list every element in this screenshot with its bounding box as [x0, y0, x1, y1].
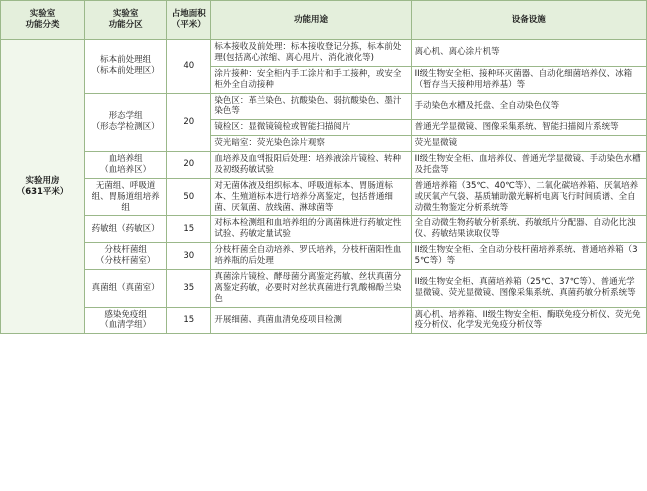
- category-line1: 实验用房: [25, 175, 60, 186]
- area-cell: 40: [167, 40, 211, 94]
- use-cell: 标本接收及前处理：标本接收登记分拣，标本前处理(包括离心浓缩、离心甩片、消化液化等): [211, 40, 411, 67]
- header-zone-line2: 功能分区: [108, 20, 143, 30]
- zone-cell: [85, 243, 167, 270]
- table-row: [1, 152, 647, 179]
- equipment-cell: 全自动微生物药敏分析系统、药敏纸片分配器、自动化比浊仪、药敏结果读取仪等: [411, 216, 646, 243]
- header-use-line1: 功能用途: [293, 14, 328, 25]
- equipment-cell: 普通培养箱（35℃、40℃等）、二氧化碳培养箱、厌氧培养或厌氧产气袋、基质辅助激光解析电离飞行时间质谱、全自动微生物鉴定分析系统等: [411, 178, 646, 216]
- table-header-row: [1, 1, 647, 40]
- zone-line2: （血清学组）: [100, 320, 152, 331]
- zone-line1: 感染免疫组: [104, 309, 147, 320]
- header-area-line1: 占地面积: [171, 9, 206, 20]
- table-row: [1, 216, 647, 243]
- zone-cell: [85, 216, 167, 243]
- category-line2: （631平米）: [16, 186, 69, 197]
- use-cell: 染色区：革兰染色、抗酸染色、弱抗酸染色、墨汁染色等: [211, 93, 411, 120]
- area-cell: 15: [167, 216, 211, 243]
- header-cell-equipment: [411, 1, 646, 40]
- table-row: [1, 269, 647, 307]
- equipment-cell: 普通光学显微镜、图像采集系统、智能扫描阅片系统等: [411, 120, 646, 136]
- header-category-line2: 功能分类: [25, 20, 60, 30]
- zone-cell: [85, 307, 167, 334]
- zone-line2: （分枝杆菌室）: [95, 256, 156, 266]
- table-row: [1, 178, 647, 216]
- zone-cell: [85, 93, 167, 152]
- zone-cell: [85, 178, 167, 216]
- use-cell: 对标本检测组和血培养组的分离菌株进行药敏定性试验、药敏定量试验: [211, 216, 411, 243]
- use-cell: 开展细菌、真菌血清免疫项目检测: [211, 307, 411, 334]
- use-cell: 镜检区：显微镜镜检或智能扫描阅片: [211, 120, 411, 136]
- equipment-cell: 手动染色水槽及托盘、全自动染色仪等: [411, 93, 646, 120]
- table-row: [1, 243, 647, 270]
- table-row: [1, 40, 647, 67]
- zone-cell: [85, 152, 167, 179]
- header-equipment-line1: 设备设施: [511, 14, 546, 25]
- equipment-cell: 离心机、培养箱、II级生物安全柜、酶联免疫分析仪、荧光免疫分析仪、化学发光免疫分析仪等: [411, 307, 646, 334]
- area-cell: 15: [167, 307, 211, 334]
- zone-line2: （形态学检测区）: [91, 122, 160, 133]
- use-cell: 真菌涂片镜检、酵母菌分离鉴定药敏、丝状真菌分离鉴定药敏，必要时对丝状真菌进行乳酸棉酚兰染色: [211, 269, 411, 307]
- table-row: [1, 93, 647, 120]
- equipment-cell: II级生物安全柜、接种环灭菌器、自动化细菌培养仪、冰箱（暂存当天接种用培养基）等: [411, 66, 646, 93]
- area-cell: 30: [167, 243, 211, 270]
- use-cell: 涂片接种：安全柜内手工涂片和手工接种，或安全柜外全自动接种: [211, 66, 411, 93]
- use-cell: 血培养及血액报阳后处理：培养液涂片镜检、转种及初级药敏试验: [211, 152, 411, 179]
- zone-line1: 无菌组、呼吸道组、胃肠道组培养组: [91, 180, 160, 213]
- area-cell: 50: [167, 178, 211, 216]
- table-header: [1, 1, 647, 40]
- zone-line1: 真菌组（真菌室）: [91, 282, 160, 293]
- zone-line1: 标本前处理组: [100, 55, 152, 66]
- equipment-cell: II级生物安全柜、血培养仪、普通光学显微镜、手动染色水槽及托盘等: [411, 152, 646, 179]
- zone-line1: 药敏组（药敏区）: [91, 223, 160, 234]
- zone-cell: [85, 269, 167, 307]
- area-cell: 20: [167, 93, 211, 152]
- zone-line1: 形态学组: [108, 111, 143, 122]
- header-cell-use: [211, 1, 411, 40]
- header-cell-area: [167, 1, 211, 40]
- header-category-line1: 实验室: [29, 9, 56, 20]
- use-cell: 分枝杆菌全自动培养、罗氏培养，分枝杆菌阳性血培养瓶的后处理: [211, 243, 411, 270]
- zone-line2: （标本前处理区）: [91, 66, 160, 77]
- header-area-line2: （平米）: [171, 20, 206, 30]
- use-cell: 对无菌体液及组织标本、呼吸道标本、胃肠道标本、生殖道标本进行培养分离鉴定，包括普通细菌、厌氧菌、放线菌、淋球菌等: [211, 178, 411, 216]
- header-cell-zone: [85, 1, 167, 40]
- zone-line2: （血培养区）: [100, 164, 152, 175]
- table-row: [1, 307, 647, 334]
- header-zone-line1: 实验室: [112, 9, 139, 20]
- zone-line1: 血培养组: [108, 154, 143, 164]
- equipment-cell: 离心机、离心涂片机等: [411, 40, 646, 67]
- zone-cell: [85, 40, 167, 94]
- area-cell: 35: [167, 269, 211, 307]
- use-cell: 荧光暗室：荧光染色涂片观察: [211, 136, 411, 152]
- area-cell: 20: [167, 152, 211, 179]
- table-body: [1, 40, 647, 334]
- header-cell-category: [1, 1, 85, 40]
- equipment-cell: II级生物安全柜、真菌培养箱（25℃、37℃等）、普通光学显微镜、荧光显微镜、图像采集系统、真菌药敏分析系统等: [411, 269, 646, 307]
- equipment-cell: II级生物安全柜、全自动分枝杆菌培养系统、普通培养箱（35℃等）等: [411, 243, 646, 270]
- category-cell: [1, 40, 85, 334]
- zone-line1: 分枝杆菌组: [104, 245, 147, 256]
- equipment-cell: 荧光显微镜: [411, 136, 646, 152]
